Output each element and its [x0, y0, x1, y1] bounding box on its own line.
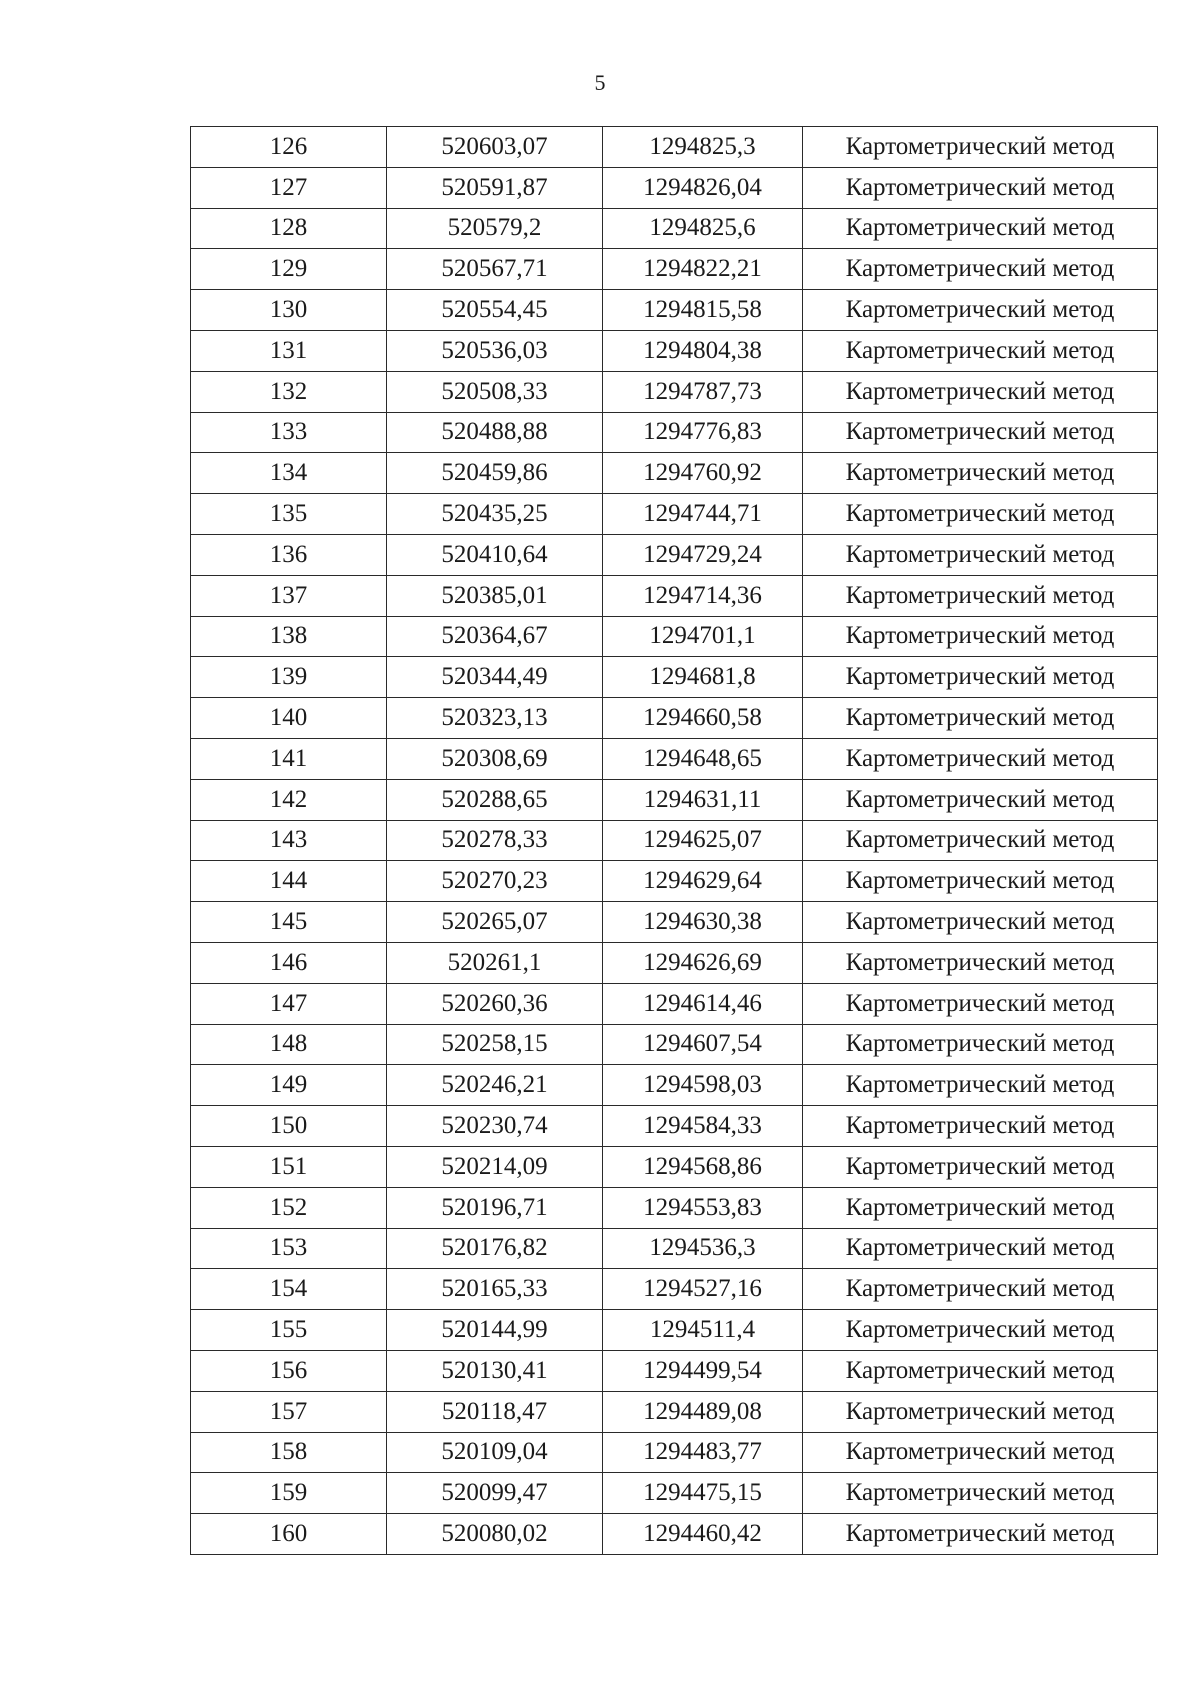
- coordinate-y-cell: 1294776,83: [603, 412, 803, 453]
- point-number-cell: 148: [191, 1024, 387, 1065]
- coordinate-y-cell: 1294630,38: [603, 902, 803, 943]
- method-cell: Картометрический метод: [803, 616, 1158, 657]
- point-number-cell: 158: [191, 1432, 387, 1473]
- table-row: [191, 779, 1158, 820]
- method-cell: Картометрический метод: [803, 1024, 1158, 1065]
- coordinate-x-cell: 520214,09: [387, 1146, 603, 1187]
- coordinate-y-cell: 1294614,46: [603, 983, 803, 1024]
- coordinate-y-cell: 1294825,3: [603, 127, 803, 168]
- table-row: [191, 738, 1158, 779]
- coordinate-y-cell: 1294648,65: [603, 738, 803, 779]
- table-row: [191, 1432, 1158, 1473]
- page-number: 5: [594, 70, 606, 95]
- coordinate-x-cell: 520230,74: [387, 1106, 603, 1147]
- method-cell: Картометрический метод: [803, 1065, 1158, 1106]
- method-cell: Картометрический метод: [803, 1146, 1158, 1187]
- coordinate-x-cell: 520459,86: [387, 453, 603, 494]
- coordinate-x-cell: 520165,33: [387, 1269, 603, 1310]
- point-number-cell: 153: [191, 1228, 387, 1269]
- table-row: [191, 983, 1158, 1024]
- coordinate-y-cell: 1294729,24: [603, 534, 803, 575]
- method-cell: Картометрический метод: [803, 167, 1158, 208]
- point-number-cell: 128: [191, 208, 387, 249]
- point-number-cell: 157: [191, 1391, 387, 1432]
- coordinates-table-body: [191, 127, 1158, 1555]
- method-cell: Картометрический метод: [803, 1514, 1158, 1555]
- point-number-cell: 140: [191, 698, 387, 739]
- point-number-cell: 135: [191, 494, 387, 535]
- coordinate-y-cell: 1294553,83: [603, 1187, 803, 1228]
- method-cell: Картометрический метод: [803, 290, 1158, 331]
- point-number-cell: 142: [191, 779, 387, 820]
- coordinate-x-cell: 520554,45: [387, 290, 603, 331]
- method-cell: Картометрический метод: [803, 698, 1158, 739]
- coordinate-y-cell: 1294744,71: [603, 494, 803, 535]
- method-cell: Картометрический метод: [803, 1350, 1158, 1391]
- method-cell: Картометрический метод: [803, 902, 1158, 943]
- coordinate-x-cell: 520308,69: [387, 738, 603, 779]
- method-cell: Картометрический метод: [803, 371, 1158, 412]
- table-row: [191, 371, 1158, 412]
- coordinate-y-cell: 1294804,38: [603, 330, 803, 371]
- method-cell: Картометрический метод: [803, 1310, 1158, 1351]
- coordinate-x-cell: 520258,15: [387, 1024, 603, 1065]
- point-number-cell: 141: [191, 738, 387, 779]
- method-cell: Картометрический метод: [803, 983, 1158, 1024]
- point-number-cell: 159: [191, 1473, 387, 1514]
- coordinate-x-cell: 520603,07: [387, 127, 603, 168]
- method-cell: Картометрический метод: [803, 1228, 1158, 1269]
- table-row: [191, 902, 1158, 943]
- point-number-cell: 133: [191, 412, 387, 453]
- point-number-cell: 143: [191, 820, 387, 861]
- table-row: [191, 942, 1158, 983]
- coordinate-y-cell: 1294825,6: [603, 208, 803, 249]
- coordinate-x-cell: 520488,88: [387, 412, 603, 453]
- table-row: [191, 1106, 1158, 1147]
- coordinate-x-cell: 520260,36: [387, 983, 603, 1024]
- method-cell: Картометрический метод: [803, 820, 1158, 861]
- coordinate-x-cell: 520323,13: [387, 698, 603, 739]
- coordinate-x-cell: 520288,65: [387, 779, 603, 820]
- table-row: [191, 1065, 1158, 1106]
- table-row: [191, 1228, 1158, 1269]
- method-cell: Картометрический метод: [803, 249, 1158, 290]
- table-row: [191, 616, 1158, 657]
- table-row: [191, 208, 1158, 249]
- coordinate-y-cell: 1294499,54: [603, 1350, 803, 1391]
- point-number-cell: 127: [191, 167, 387, 208]
- coordinate-y-cell: 1294607,54: [603, 1024, 803, 1065]
- method-cell: Картометрический метод: [803, 657, 1158, 698]
- point-number-cell: 137: [191, 575, 387, 616]
- method-cell: Картометрический метод: [803, 412, 1158, 453]
- table-row: [191, 534, 1158, 575]
- coordinate-x-cell: 520364,67: [387, 616, 603, 657]
- table-row: [191, 1024, 1158, 1065]
- table-row: [191, 412, 1158, 453]
- coordinate-x-cell: 520567,71: [387, 249, 603, 290]
- method-cell: Картометрический метод: [803, 330, 1158, 371]
- point-number-cell: 160: [191, 1514, 387, 1555]
- coordinate-x-cell: 520344,49: [387, 657, 603, 698]
- coordinate-y-cell: 1294822,21: [603, 249, 803, 290]
- coordinate-y-cell: 1294483,77: [603, 1432, 803, 1473]
- method-cell: Картометрический метод: [803, 1473, 1158, 1514]
- table-row: [191, 1473, 1158, 1514]
- table-row: [191, 1187, 1158, 1228]
- table-row: [191, 698, 1158, 739]
- coordinate-y-cell: 1294489,08: [603, 1391, 803, 1432]
- coordinate-y-cell: 1294681,8: [603, 657, 803, 698]
- coordinate-y-cell: 1294629,64: [603, 861, 803, 902]
- coordinate-x-cell: 520270,23: [387, 861, 603, 902]
- table-row: [191, 330, 1158, 371]
- method-cell: Картометрический метод: [803, 494, 1158, 535]
- table-row: [191, 820, 1158, 861]
- point-number-cell: 130: [191, 290, 387, 331]
- coordinate-x-cell: 520261,1: [387, 942, 603, 983]
- coordinate-x-cell: 520410,64: [387, 534, 603, 575]
- coordinate-x-cell: 520508,33: [387, 371, 603, 412]
- point-number-cell: 136: [191, 534, 387, 575]
- table-row: [191, 290, 1158, 331]
- point-number-cell: 129: [191, 249, 387, 290]
- point-number-cell: 150: [191, 1106, 387, 1147]
- coordinates-table: [190, 126, 1158, 1555]
- table-row: [191, 575, 1158, 616]
- method-cell: Картометрический метод: [803, 1187, 1158, 1228]
- table-row: [191, 494, 1158, 535]
- table-row: [191, 1269, 1158, 1310]
- point-number-cell: 144: [191, 861, 387, 902]
- coordinate-x-cell: 520118,47: [387, 1391, 603, 1432]
- table-row: [191, 1310, 1158, 1351]
- point-number-cell: 145: [191, 902, 387, 943]
- coordinate-y-cell: 1294598,03: [603, 1065, 803, 1106]
- coordinate-x-cell: 520435,25: [387, 494, 603, 535]
- coordinate-x-cell: 520591,87: [387, 167, 603, 208]
- coordinate-y-cell: 1294626,69: [603, 942, 803, 983]
- table-row: [191, 167, 1158, 208]
- coordinate-x-cell: 520278,33: [387, 820, 603, 861]
- coordinate-y-cell: 1294584,33: [603, 1106, 803, 1147]
- point-number-cell: 154: [191, 1269, 387, 1310]
- method-cell: Картометрический метод: [803, 1391, 1158, 1432]
- coordinate-x-cell: 520109,04: [387, 1432, 603, 1473]
- coordinate-x-cell: 520080,02: [387, 1514, 603, 1555]
- method-cell: Картометрический метод: [803, 575, 1158, 616]
- coordinate-y-cell: 1294631,11: [603, 779, 803, 820]
- coordinate-y-cell: 1294826,04: [603, 167, 803, 208]
- point-number-cell: 155: [191, 1310, 387, 1351]
- point-number-cell: 138: [191, 616, 387, 657]
- coordinate-y-cell: 1294660,58: [603, 698, 803, 739]
- method-cell: Картометрический метод: [803, 1106, 1158, 1147]
- table-row: [191, 1514, 1158, 1555]
- point-number-cell: 151: [191, 1146, 387, 1187]
- coordinate-y-cell: 1294536,3: [603, 1228, 803, 1269]
- coordinate-y-cell: 1294787,73: [603, 371, 803, 412]
- method-cell: Картометрический метод: [803, 1269, 1158, 1310]
- point-number-cell: 139: [191, 657, 387, 698]
- table-row: [191, 1391, 1158, 1432]
- coordinate-y-cell: 1294511,4: [603, 1310, 803, 1351]
- point-number-cell: 147: [191, 983, 387, 1024]
- method-cell: Картометрический метод: [803, 208, 1158, 249]
- point-number-cell: 126: [191, 127, 387, 168]
- method-cell: Картометрический метод: [803, 861, 1158, 902]
- method-cell: Картометрический метод: [803, 453, 1158, 494]
- coordinate-y-cell: 1294527,16: [603, 1269, 803, 1310]
- point-number-cell: 146: [191, 942, 387, 983]
- coordinate-x-cell: 520246,21: [387, 1065, 603, 1106]
- coordinate-y-cell: 1294701,1: [603, 616, 803, 657]
- method-cell: Картометрический метод: [803, 534, 1158, 575]
- table-row: [191, 453, 1158, 494]
- point-number-cell: 156: [191, 1350, 387, 1391]
- coordinate-x-cell: 520099,47: [387, 1473, 603, 1514]
- coordinate-x-cell: 520176,82: [387, 1228, 603, 1269]
- coordinate-y-cell: 1294760,92: [603, 453, 803, 494]
- point-number-cell: 131: [191, 330, 387, 371]
- method-cell: Картометрический метод: [803, 942, 1158, 983]
- method-cell: Картометрический метод: [803, 1432, 1158, 1473]
- coordinate-x-cell: 520579,2: [387, 208, 603, 249]
- method-cell: Картометрический метод: [803, 779, 1158, 820]
- coordinate-y-cell: 1294475,15: [603, 1473, 803, 1514]
- coordinate-x-cell: 520130,41: [387, 1350, 603, 1391]
- point-number-cell: 152: [191, 1187, 387, 1228]
- point-number-cell: 134: [191, 453, 387, 494]
- point-number-cell: 132: [191, 371, 387, 412]
- coordinate-y-cell: 1294568,86: [603, 1146, 803, 1187]
- coordinate-x-cell: 520536,03: [387, 330, 603, 371]
- coordinate-y-cell: 1294460,42: [603, 1514, 803, 1555]
- table-row: [191, 657, 1158, 698]
- method-cell: Картометрический метод: [803, 738, 1158, 779]
- table-row: [191, 861, 1158, 902]
- coordinate-y-cell: 1294815,58: [603, 290, 803, 331]
- table-row: [191, 1350, 1158, 1391]
- method-cell: Картометрический метод: [803, 127, 1158, 168]
- coordinate-x-cell: 520196,71: [387, 1187, 603, 1228]
- coordinate-x-cell: 520265,07: [387, 902, 603, 943]
- coordinate-x-cell: 520144,99: [387, 1310, 603, 1351]
- table-row: [191, 1146, 1158, 1187]
- point-number-cell: 149: [191, 1065, 387, 1106]
- table-row: [191, 127, 1158, 168]
- coordinate-y-cell: 1294714,36: [603, 575, 803, 616]
- table-row: [191, 249, 1158, 290]
- coordinate-y-cell: 1294625,07: [603, 820, 803, 861]
- coordinate-x-cell: 520385,01: [387, 575, 603, 616]
